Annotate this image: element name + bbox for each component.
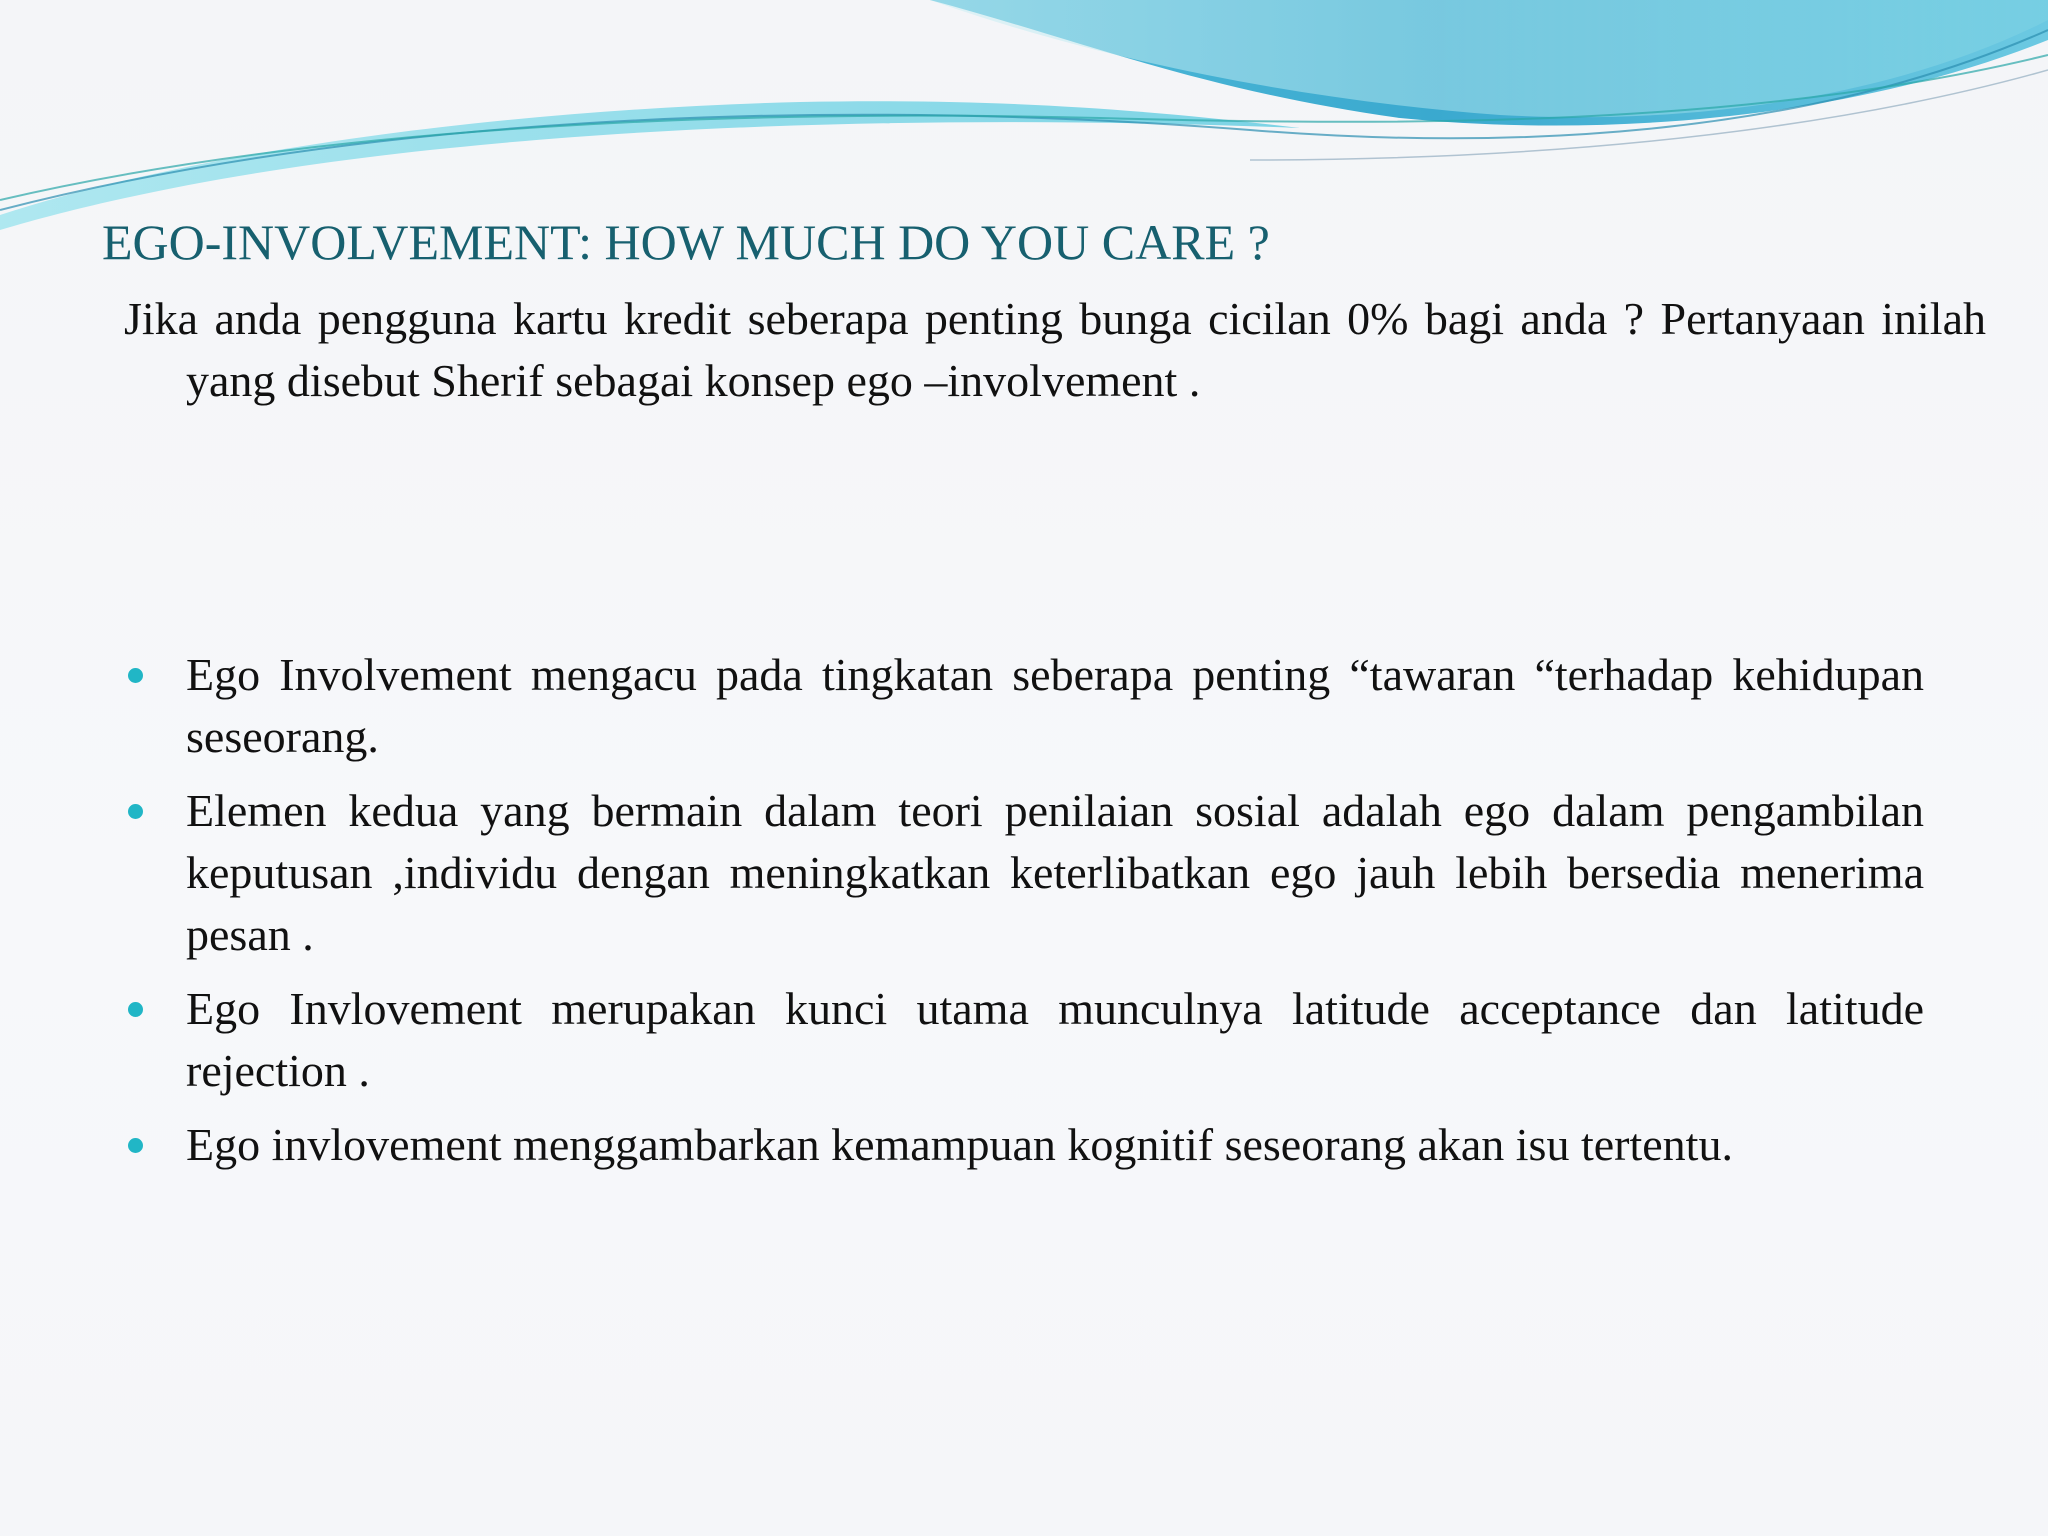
- bullet-dot-icon: [128, 804, 143, 819]
- bullet-item: [124, 780, 1924, 966]
- bullet-list: [124, 644, 1924, 1188]
- bullet-item: [124, 978, 1924, 1102]
- bullet-dot-icon: [128, 1002, 143, 1017]
- bullet-dot-icon: [128, 1138, 143, 1153]
- wave-right-band: [930, 0, 2048, 117]
- bullet-text: Ego Invlovement merupakan kunci utama munculnya latitude acceptance dan latitude rejection .: [186, 983, 1924, 1096]
- intro-paragraph: Jika anda pengguna kartu kredit seberapa penting bunga cicilan 0% bagi anda ? Pertanyaan inilah yang disebut Sherif sebagai konsep ego –involvement .: [124, 293, 1986, 406]
- bullet-text: Ego invlovement menggambarkan kemampuan kognitif seseorang akan isu tertentu.: [186, 1119, 1733, 1170]
- bullet-item: [124, 1114, 1924, 1176]
- bullet-text: Ego Involvement mengacu pada tingkatan seberapa penting “tawaran “terhadap kehidupan seseorang.: [186, 649, 1924, 762]
- slide-title: EGO-INVOLVEMENT: HOW MUCH DO YOU CARE ?: [102, 214, 1270, 270]
- bullet-item: [124, 644, 1924, 768]
- bullet-dot-icon: [128, 668, 143, 683]
- bullet-text: Elemen kedua yang bermain dalam teori penilaian sosial adalah ego dalam pengambilan keputusan ,individu dengan meningkatkan keterlibatkan ego jauh lebih bersedia menerima pesan .: [186, 785, 1924, 960]
